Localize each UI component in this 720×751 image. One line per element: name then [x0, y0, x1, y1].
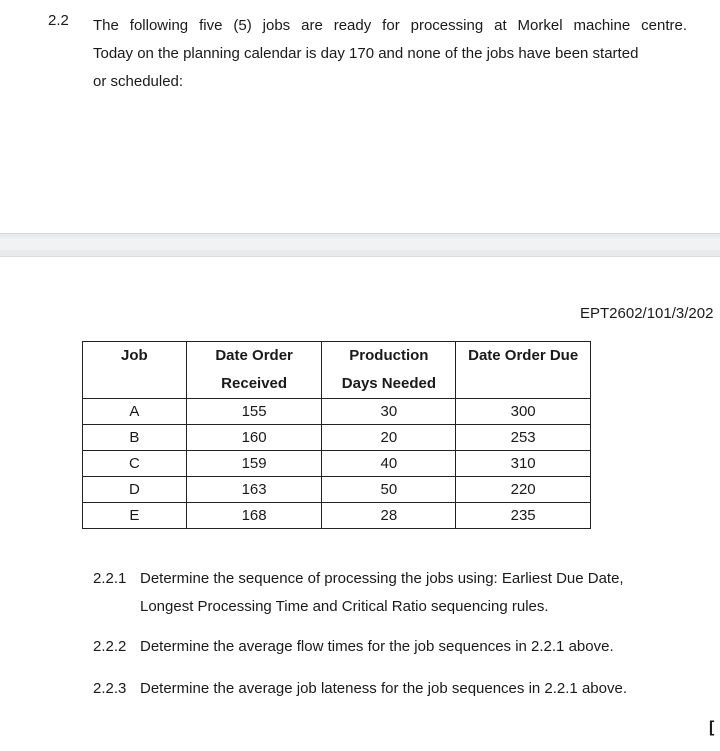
table-row	[83, 503, 591, 529]
subquestion-text: Determine the average job lateness for the job sequences in 2.2.1 above.	[140, 680, 627, 697]
cell-received: 155	[186, 399, 322, 425]
intro-line: Today on the planning calendar is day 170 and none of the jobs have been started	[93, 45, 639, 62]
header-date-order-received	[186, 342, 322, 399]
intro-line: The following five (5) jobs are ready for processing at Morkel machine centre.	[93, 17, 687, 34]
header-text: Date Order	[215, 347, 293, 364]
subquestion-line	[93, 633, 687, 661]
cell-days: 50	[322, 477, 456, 503]
cell-days: 28	[322, 503, 456, 529]
cell-job: B	[83, 425, 187, 451]
page-header-reference: EPT2602/101/3/202	[580, 305, 714, 322]
subquestion-line	[93, 565, 687, 593]
subquestion-2-2-2	[93, 633, 687, 661]
subquestion-number: 2.2.1	[93, 570, 127, 587]
header-job	[83, 342, 187, 399]
subquestion-text: Determine the average flow times for the job sequences in 2.2.1 above.	[140, 638, 614, 655]
header-date-order-due	[456, 342, 591, 399]
subquestion-2-2-1	[93, 565, 687, 621]
table-row	[83, 399, 591, 425]
header-text: Date Order Due	[468, 347, 579, 364]
header-production-days	[322, 342, 456, 399]
header-text: Production	[349, 347, 429, 364]
cell-job: D	[83, 477, 187, 503]
header-text: Job	[121, 347, 148, 364]
cell-job: A	[83, 399, 187, 425]
page-separator-inner	[0, 238, 720, 250]
table-row	[83, 425, 591, 451]
cell-due: 253	[456, 425, 591, 451]
question-number: 2.2	[48, 12, 69, 29]
subquestion-number: 2.2.2	[93, 638, 127, 655]
table-row	[83, 451, 591, 477]
cell-due: 235	[456, 503, 591, 529]
cell-received: 163	[186, 477, 322, 503]
table-header-row	[83, 342, 591, 399]
subquestion-number: 2.2.3	[93, 680, 127, 697]
cell-job: E	[83, 503, 187, 529]
cell-days: 20	[322, 425, 456, 451]
intro-line: or scheduled:	[93, 73, 184, 90]
header-text: Days Needed	[341, 375, 436, 392]
subquestion-line	[93, 675, 687, 703]
cell-days: 40	[322, 451, 456, 477]
header-text: Received	[221, 375, 288, 392]
cell-job: C	[83, 451, 187, 477]
cell-received: 168	[186, 503, 322, 529]
subquestion-line: Longest Processing Time and Critical Ratio sequencing rules.	[140, 598, 549, 615]
cell-received: 160	[186, 425, 322, 451]
cell-due: 220	[456, 477, 591, 503]
cell-received: 159	[186, 451, 322, 477]
question-intro	[93, 12, 687, 96]
cell-due: 300	[456, 399, 591, 425]
table-row	[83, 477, 591, 503]
cell-due: 310	[456, 451, 591, 477]
edge-bracket: [	[709, 719, 715, 736]
jobs-table	[82, 341, 591, 529]
cell-days: 30	[322, 399, 456, 425]
subquestion-2-2-3	[93, 675, 687, 703]
subquestion-text: Determine the sequence of processing the jobs using: Earliest Due Date,	[140, 570, 624, 587]
